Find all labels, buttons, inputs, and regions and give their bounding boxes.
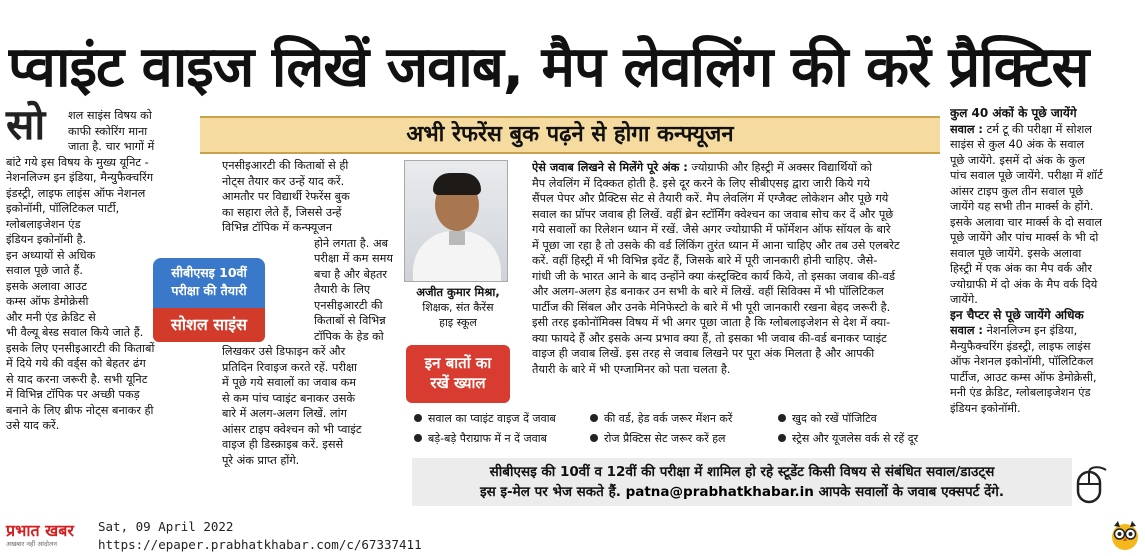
expert-title: शिक्षक, संत कैरेंस: [422, 301, 494, 314]
text-line-lead: [532, 160, 930, 176]
text-line: इंडियन इकोनॉमी है.: [6, 233, 87, 246]
lead-label: ऐसे जवाब लिखने से मिलेंगे पूरे अंक :: [532, 161, 688, 174]
sub-banner-text: अभी रेफरेंस बुक पढ़ने से होगा कन्फ्यूजन: [406, 122, 734, 147]
text-line: लिखकर उसे डिफाइन करें और: [222, 345, 346, 358]
text-line: में दिये गये की वर्ड्स को बेहतर ढंग: [6, 357, 146, 370]
text-line: सैंपल पेपर और प्रैक्टिस सेट से तैयारी करें. मैप लेवलिंग में एग्जैक्ट लोकेशन और पूछे गये: [532, 192, 889, 205]
bullet-dot-icon: [590, 434, 598, 442]
right-heading-2: इन चैप्टर से पूछे जायेंगे अधिक: [950, 307, 1084, 322]
text-line: बारे में अलग-अलग लिखें. लांग: [222, 407, 347, 420]
tips-bullets: [410, 410, 940, 450]
text-line: ज्योग्राफी और हिस्ट्री में अक्सर विद्यार्थियों को: [691, 161, 873, 174]
text-line: साइंस से कुल 40 अंक के सवाल: [950, 138, 1085, 151]
text-line: विभिन्न टॉपिक में कन्फ्यूजन: [222, 221, 332, 234]
text-line: इंडस्ट्री, लाइफ लाइंस ऑफ नेशनल: [6, 186, 146, 200]
text-line: वाइज ही जवाब लिखें. इस तरह से जवाब लिखने पर पूरा अंक मिलता है और आपकी: [532, 347, 875, 360]
text-line: और मनी एंड क्रेडिट से: [6, 310, 96, 324]
text-line: इसके लिए एनसीइआरटी की किताबों: [6, 341, 155, 355]
text-line: टॉपिक के हेड को: [314, 329, 384, 343]
text-line-lead: [950, 122, 1145, 138]
text-line: मैन्युफैक्चरिंग इंडस्ट्री, लाइफ लाइंस: [950, 339, 1091, 353]
text-line: गांधी जी के भारत आने के बाद उन्होंने क्या कंस्ट्रक्टिव कार्य किये, तो इसका जवाब की-वर्ड: [532, 269, 896, 283]
middle-column: [222, 158, 408, 503]
page-date: Sat, 09 April 2022: [98, 519, 234, 534]
tips-line-2: रखें ख्याल: [430, 374, 486, 392]
photo-collar: [449, 231, 465, 245]
text-line: पूछे जायेंगे और पांच मार्क्स के भी दो: [950, 231, 1099, 244]
text-line: काफी स्कोरिंग माना: [68, 124, 148, 138]
badge-line-1: सीबीएसइ 10वीं: [171, 265, 247, 280]
text-line: एनसीइआरटी की किताबों से ही: [222, 159, 349, 172]
text-line: सवाल पूछे जाते हैं.: [6, 264, 83, 277]
text-line: पार्टीज, आउट कम्स ऑफ डेमोक्रेसी,: [950, 370, 1097, 384]
text-line: जायेंगे.: [950, 293, 978, 306]
bullet-text: स्ट्रेस और यूजलेस वर्क से रहें दूर: [792, 432, 919, 445]
tips-line-1: इन बातों का: [424, 354, 492, 372]
text-line: इसी तरह इकोनॉमिक्स विषय में भी अगर पूछा जाता है कि ग्लोबलाइजेशन से देश में क्या-: [532, 316, 891, 329]
text-line: मैप लेवलिंग में दिक्कत होती है. इसे दूर करने के लिए सीबीएसइ द्वारा जारी किये गये: [532, 176, 870, 190]
badge-subject: सोशल साइंस: [153, 308, 265, 342]
text-line: किताबों से विभिन्न: [314, 314, 386, 327]
bullet-item: [778, 430, 918, 448]
badge-line-2: परीक्षा की तैयारी: [171, 283, 247, 298]
text-line: आंसर टाइप क्वेश्चन को भी प्वाइंट: [222, 422, 362, 436]
right-label-1: सवाल :: [950, 122, 983, 136]
brand-name: प्रभात खबर: [6, 521, 74, 540]
promo-email-link[interactable]: patna@prabhatkhabar.in: [625, 484, 814, 500]
promo-line-1: सीबीएसइ की 10वीं व 12वीं की परीक्षा में शामिल हो रहे स्टूडेंट किसी विषय से संबंधित सवाल/डाउट्स: [489, 464, 995, 480]
text-line: पार्टीज की सिंबल और उनके मेनिफेस्टो के बारे में भी पूरी जानकारी रखना बेहद जरूरी है.: [532, 300, 891, 314]
bullet-text: खुद को रखें पॉजिटिव: [792, 412, 877, 425]
right-label-2: सवाल :: [950, 324, 983, 337]
text-line: से कम पांच प्वाइंट बनाकर उसके: [222, 391, 356, 405]
expert-school: हाइ स्कूल: [439, 316, 477, 329]
text-line: वाइज ही डिस्क्राइब करें. इससे: [222, 438, 344, 451]
bullet-text: बड़े-बड़े पैराग्राफ में न दें जवाब: [428, 432, 547, 445]
text-line: ऑफ नेशनल इकोनॉमी, पॉलिटिकल: [950, 355, 1094, 368]
text-line: करें. वहीं हिस्ट्री में भी विभिन्न इवेंट हैं, जिसके बारे में पूरी जानकारी होनी चाहिए. जैसे-: [532, 254, 878, 267]
text-line: परीक्षा में कम समय: [314, 252, 393, 265]
text-line: हिस्ट्री में एक अंक का मैप वर्क और: [950, 262, 1092, 275]
headline: प्वाइंट वाइज लिखें जवाब, मैप लेवलिंग की करें प्रैक्टिस: [8, 35, 1089, 100]
text-line: गये सवालों का रिलेशन ध्यान में रखें. जैसे अगर ज्योग्राफी में फॉर्मेशन ऑफ सॉयल के बारे: [532, 223, 891, 236]
text-line: इसके अलावा आउट: [6, 279, 87, 293]
promo-post: आपके सवालों के जवाब एक्सपर्ट देंगे.: [818, 484, 1005, 500]
bullet-dot-icon: [778, 434, 786, 442]
bullet-text: सवाल का प्वाइंट वाइज दें जवाब: [428, 412, 556, 425]
brand-logo: [6, 522, 92, 550]
text-line: ज्योग्राफी में दो अंक के मैप वर्क दिये: [950, 277, 1098, 291]
bullet-item: [590, 410, 732, 428]
expert-photo: [404, 160, 508, 282]
bullet-dot-icon: [414, 414, 422, 422]
photo-hair: [433, 173, 481, 195]
text-line: पूछे जायेंगे. इसमें दो अंक के कुल: [950, 153, 1085, 167]
text-line: बनाने के लिए ब्रीफ नोट्स बनाकर ही: [6, 403, 154, 417]
text-line-lead: [950, 323, 1145, 339]
text-line: में पूछे गये सवालों का जवाब कम: [222, 376, 357, 389]
bullet-dot-icon: [590, 414, 598, 422]
text-line: इकोनॉमी, पॉलिटिकल पार्टी,: [6, 202, 120, 215]
text-line: होने लगता है. अब: [314, 236, 389, 250]
text-line: उसे याद करें.: [6, 419, 60, 432]
bullet-text: रोज प्रैक्टिस सेट जरूर करें हल: [604, 432, 726, 445]
text-line: से याद करना जरूरी है. सभी यूनिट: [6, 372, 148, 386]
text-line: पांच सवाल पूछे जायेंगे. परीक्षा में शॉर्ट: [950, 169, 1103, 182]
expert-caption: [404, 285, 512, 330]
text-line: तैयारी के बारे में भी एग्जामिनर को पता चलता है.: [532, 362, 731, 376]
text-line: जायेंगे यह सभी तीन मार्क्स के होंगे.: [950, 200, 1094, 213]
text-line: आमतौर पर विद्यार्थी रेफरेंस बुक: [222, 190, 350, 203]
text-line: कम्स ऑफ डेमोक्रेसी: [6, 295, 89, 308]
bullet-text: की वर्ड, हेड वर्क जरूर मेंशन करें: [604, 412, 733, 425]
bullet-item: [778, 410, 877, 428]
text-line: बचा है और बेहतर: [314, 267, 388, 281]
text-line: सवाल पूछे जायेंगे. इसके अलावा: [950, 246, 1082, 260]
text-line: प्रतिदिन रिवाइज करते रहें. परीक्षा: [222, 360, 357, 374]
text-line: नेशनलिज्म इन इंडिया, मैन्युफैक्चरिंग: [6, 171, 154, 184]
main-column: [532, 160, 930, 400]
bullet-item: [590, 430, 726, 448]
text-line: में विभिन्न टॉपिक पर अच्छी पकड़: [6, 388, 140, 401]
text-line: भी वैल्यू बेस्ड सवाल किये जाते हैं.: [6, 326, 144, 339]
text-line: में पूछा जा रहा है तो उसके की वर्ड लिंकिंग तुरंत ध्यान में आना चाहिए और तब उसे एलबरेट: [532, 238, 900, 252]
text-line: बांटे गये इस विषय के मुख्य यूनिट -: [6, 155, 149, 169]
text-line: इसके अलावा चार मार्क्स के दो सवाल: [950, 215, 1103, 229]
bullet-dot-icon: [778, 414, 786, 422]
text-line: जाता है. चार भागों में: [68, 140, 155, 153]
text-line: सवाल का प्रॉपर जवाब ही लिखें. वहीं ब्रेन स्टॉर्मिंग क्वेश्चन का जवाब सोच कर दें और पूछे: [532, 207, 894, 221]
owl-icon: [1108, 518, 1142, 552]
text-line: ग्लोबलाइजेशन एंड: [6, 217, 81, 231]
right-column: [950, 106, 1145, 506]
text-line: शल साइंस विषय को: [68, 109, 152, 122]
bullet-dot-icon: [414, 434, 422, 442]
bullet-item: [414, 430, 547, 448]
promo-line-2: [412, 482, 1072, 502]
text-line: इन अध्यायों से अधिक: [6, 248, 96, 262]
text-line: नोट्स तैयार कर उन्हें याद करें.: [222, 174, 345, 188]
text-line: और अलग-अलग हेड बनाकर उन सभी के बारे में लिखें. वहीं सिविक्स में भी पॉलिटिकल: [532, 285, 884, 298]
page-url-link[interactable]: https://epaper.prabhatkhabar.com/c/67337411: [98, 537, 422, 552]
text-line: तैयारी के लिए: [314, 283, 371, 296]
text-line: टर्म टू की परीक्षा में सोशल: [986, 122, 1092, 136]
sub-banner: [200, 116, 940, 154]
text-line: नेशनलिज्म इन इंडिया,: [986, 324, 1078, 337]
bullet-item: [414, 410, 556, 428]
text-line: एनसीइआरटी की: [314, 298, 383, 312]
text-line: इंडियन इकोनॉमी.: [950, 401, 1021, 415]
expert-name: अजीत कुमार मिश्रा,: [416, 285, 500, 299]
right-heading-1: कुल 40 अंकों के पूछे जायेंगे: [950, 106, 1077, 120]
mouse-icon: [1072, 464, 1110, 504]
text-line: पूरे अंक प्राप्त होंगे.: [222, 453, 300, 467]
page-meta: [98, 518, 422, 554]
text-line: का सहारा लेते हैं, जिससे उन्हें: [222, 205, 342, 219]
tips-box: [406, 345, 510, 403]
dropcap: सो: [6, 100, 46, 149]
promo-pre: इस इ-मेल पर भेज सकते हैं.: [479, 484, 621, 500]
text-line: क्या फायदे हैं और इसके अन्य प्रभाव क्या हैं, तो इसका भी जवाब की-वर्ड बनाकर प्वाइंट: [532, 331, 887, 345]
text-line: आंसर टाइप कुल तीन सवाल पूछे: [950, 184, 1084, 198]
promo-box: [412, 458, 1072, 506]
text-line: मनी एंड क्रेडिट, ग्लोबलाइजेशन एंड: [950, 386, 1091, 399]
brand-tagline: अखबार नहीं आंदोलन: [6, 540, 58, 548]
